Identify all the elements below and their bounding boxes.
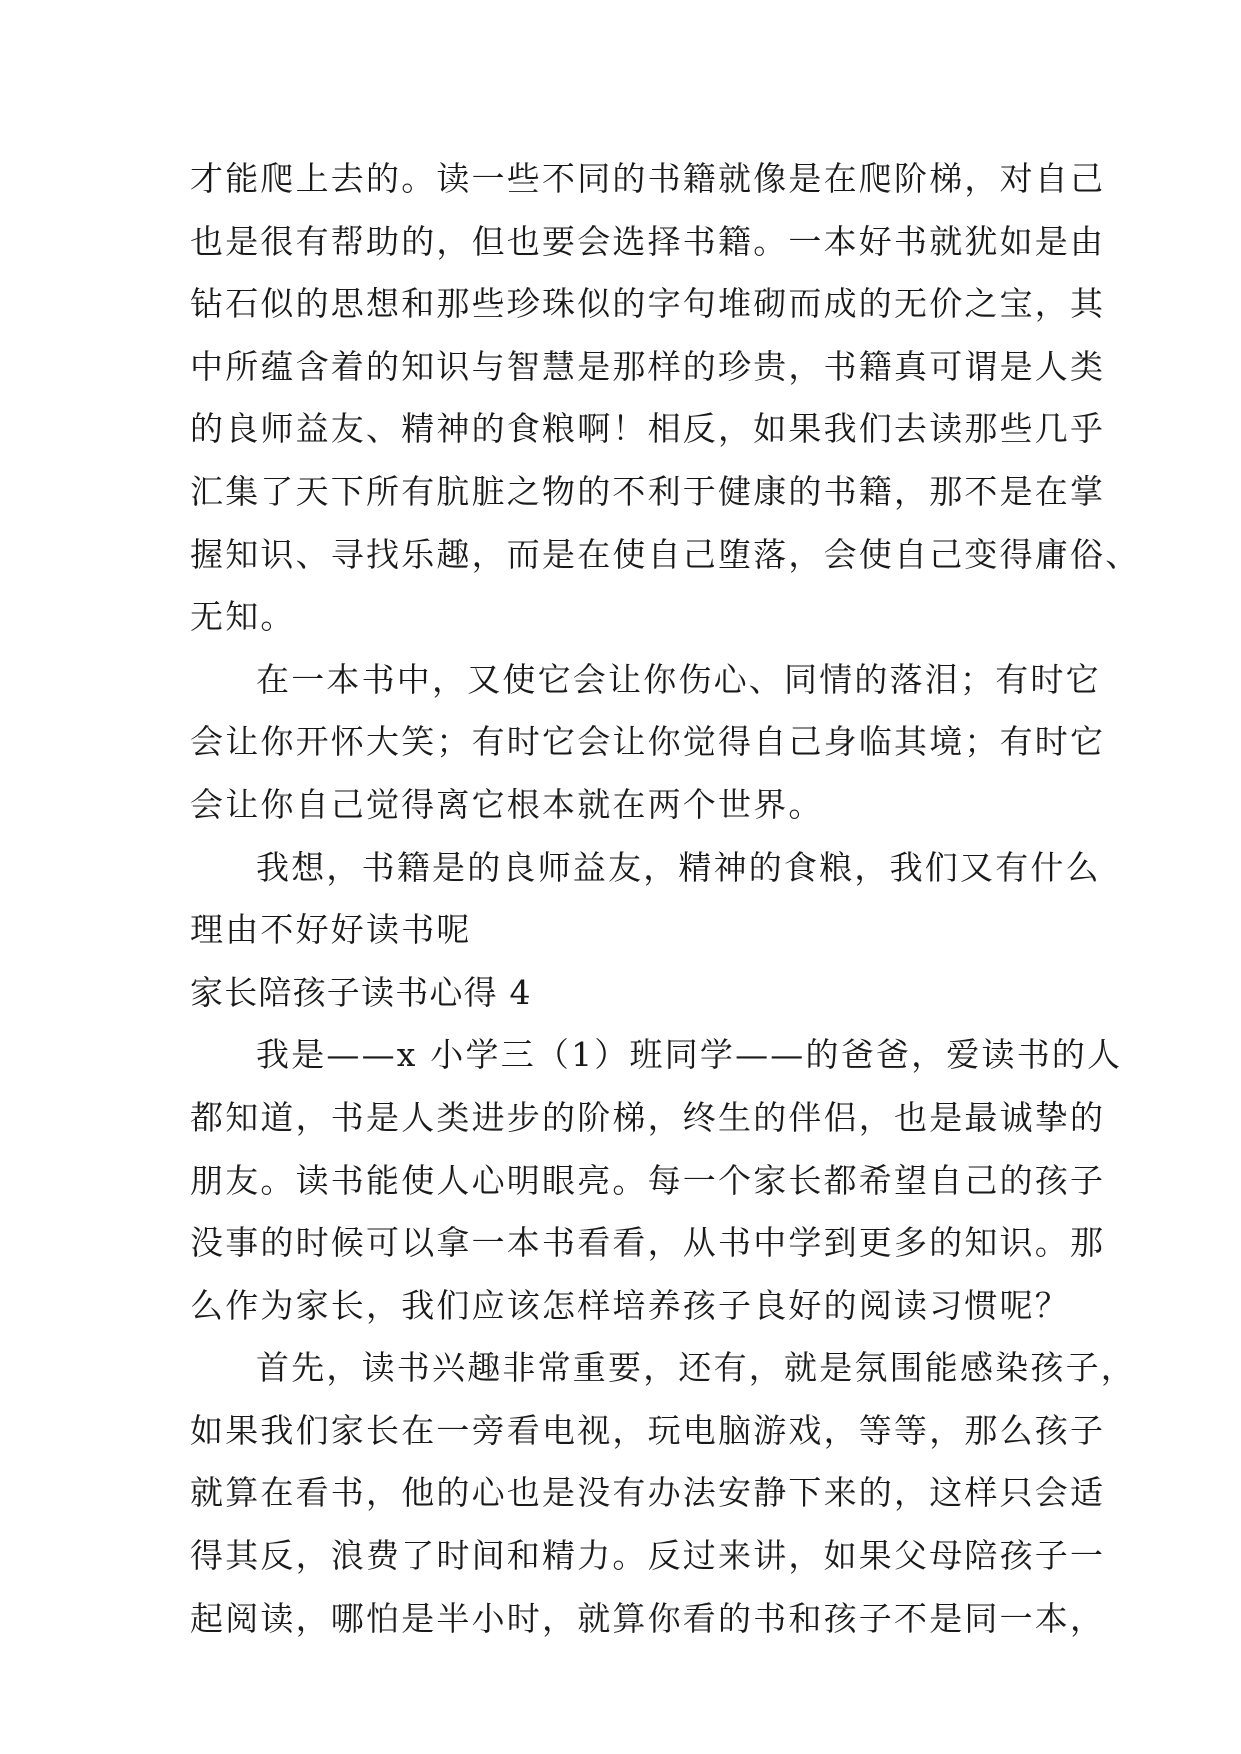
text-line: 的良师益友、精神的食粮啊！相反，如果我们去读那些几乎 [190,409,1106,449]
text-line: 没事的时候可以拿一本书看看，从书中学到更多的知识。那 [190,1223,1106,1263]
text-line: 会让你自己觉得离它根本就在两个世界。 [190,784,824,824]
heading-text: 家长陪孩子读书心得 4 [190,972,532,1012]
text-line: 我是——x 小学三（1）班同学——的爸爸，爱读书的人 [256,1035,1123,1075]
paragraph-3 [190,837,1101,962]
paragraph-2 [190,649,1106,837]
paragraph-4 [190,1024,1123,1337]
text-line: 钻石似的思想和那些珍珠似的字句堆砌而成的无价之宝，其 [190,284,1106,324]
text-line: 朋友。读书能使人心明眼亮。每一个家长都希望自己的孩子 [190,1160,1106,1200]
text-line: 就算在看书，他的心也是没有办法安静下来的，这样只会适 [190,1473,1106,1513]
section-heading [190,962,1050,1025]
text-line: 如果我们家长在一旁看电视，玩电脑游戏，等等，那么孩子 [190,1410,1106,1450]
text-line: 起阅读，哪怕是半小时，就算你看的书和孩子不是同一本， [190,1598,1106,1638]
text-line: 得其反，浪费了时间和精力。反过来讲，如果父母陪孩子一 [190,1536,1106,1576]
text-line: 也是很有帮助的，但也要会选择书籍。一本好书就犹如是由 [190,221,1106,261]
text-line: 都知道，书是人类进步的阶梯，终生的伴侣，也是最诚挚的 [190,1097,1106,1137]
text-line: 中所蕴含着的知识与智慧是那样的珍贵，书籍真可谓是人类 [190,346,1106,386]
document-body [190,148,1141,1650]
paragraph-1 [190,148,1141,649]
text-line: 我想，书籍是的良师益友，精神的食粮，我们又有什么 [256,847,1101,887]
text-line: 理由不好好读书呢 [190,910,472,950]
text-line: 无知。 [190,597,296,637]
text-line: 汇集了天下所有肮脏之物的不利于健康的书籍，那不是在掌 [190,471,1106,511]
text-line: 首先，读书兴趣非常重要，还有，就是氛围能感染孩子， [256,1348,1136,1388]
text-line: 在一本书中，又使它会让你伤心、同情的落泪；有时它 [256,659,1101,699]
paragraph-5 [190,1337,1136,1650]
text-line: 会让你开怀大笑；有时它会让你觉得自己身临其境；有时它 [190,722,1106,762]
text-line: 握知识、寻找乐趣，而是在使自己堕落，会使自己变得庸俗、 [190,534,1141,574]
text-line: 才能爬上去的。读一些不同的书籍就像是在爬阶梯，对自己 [190,159,1106,198]
text-line: 么作为家长，我们应该怎样培养孩子良好的阅读习惯呢？ [190,1285,1070,1325]
